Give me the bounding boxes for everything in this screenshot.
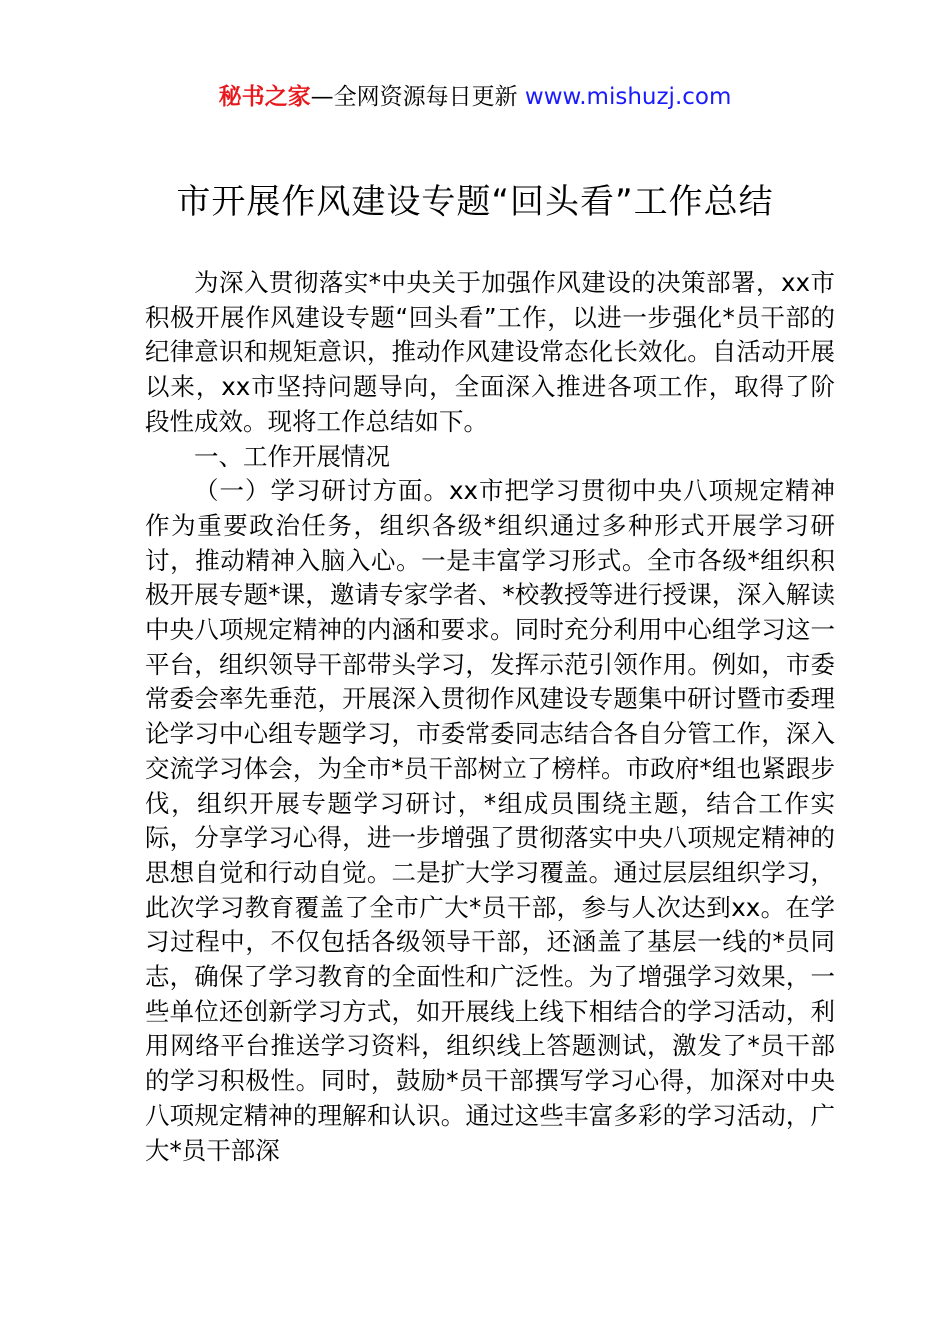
paragraph-intro: 为深入贯彻落实*中央关于加强作风建设的决策部署，xx市积极开展作风建设专题“回头看”工作，以进一步强化*员干部的纪律意识和规矩意识，推动作风建设常态化长效化。自活动开展以来，xx市坚持问题导向，全面深入推进各项工作，取得了阶段性成效。现将工作总结如下。 — [145, 268, 835, 436]
site-brand: 秘书之家 — [218, 84, 311, 110]
site-url-link[interactable]: www.mishuzj.com — [524, 84, 732, 110]
site-header — [0, 80, 950, 114]
document-title: 市开展作风建设专题“回头看”工作总结 — [176, 182, 774, 222]
document-body — [145, 266, 835, 1168]
site-tagline: —全网资源每日更新 — [310, 84, 525, 110]
paragraph-study: （一）学习研讨方面。xx市把学习贯彻中央八项规定精神作为重要政治任务，组织各级*组织通过多种形式开展学习研讨，推动精神入脑入心。一是丰富学习形式。全市各级*组织积极开展专题*课，邀请专家学者、*校教授等进行授课，深入解读中央八项规定精神的内涵和要求。同时充分利用中心组学习这一平台，组织领导干部带头学习，发挥示范引领作用。例如，市委常委会率先垂范，开展深入贯彻作风建设专题集中研讨暨市委理论学习中心组专题学习，市委常委同志结合各自分管工作，深入交流学习体会，为全市*员干部树立了榜样。市政府*组也紧跟步伐，组织开展专题学习研讨，*组成员围绕主题，结合工作实际，分享学习心得，进一步增强了贯彻落实中央八项规定精神的思想自觉和行动自觉。二是扩大学习覆盖。通过层层组织学习，此次学习教育覆盖了全市广大*员干部，参与人次达到xx。在学习过程中，不仅包括各级领导干部，还涵盖了基层一线的*员同志，确保了学习教育的全面性和广泛性。为了增强学习效果，一些单位还创新学习方式，如开展线上线下相结合的学习活动，利用网络平台推送学习资料，组织线上答题测试，激发了*员干部的学习积极性。同时，鼓励*员干部撰写学习心得，加深对中央八项规定精神的理解和认识。通过这些丰富多彩的学习活动，广大*员干部深 — [145, 476, 835, 1165]
section-heading: 一、工作开展情况 — [194, 441, 390, 471]
